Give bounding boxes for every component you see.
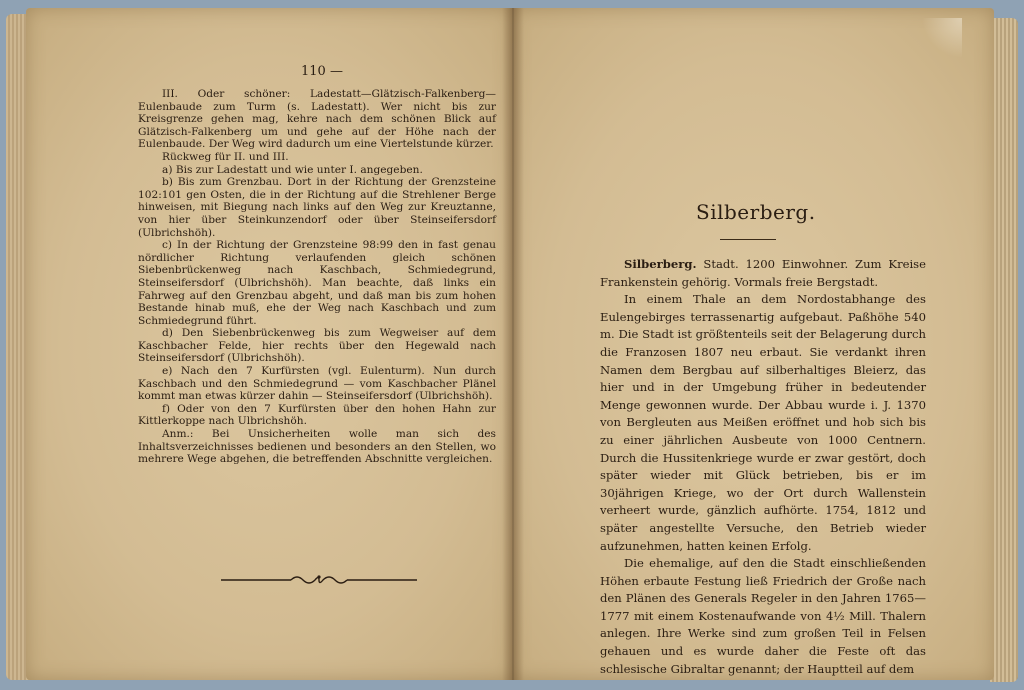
return-route-c: c) In der Richtung der Grenzsteine 98:99 den in fast genau nördlicher Richtung verlaufenden gleich schönen Siebenbrückenweg nach Kaschbach, Schmiedegrund, Steinseifersdorf (Ulbrichshöh). Man beachte, daß links ein Fahrweg auf den Grenzbau abgeht, und daß man bis zum hohen Bestande hinab muß, ehe der Weg nach Kaschbach und zum Schmiedegrund führt. <box>138 239 496 327</box>
return-route-a: a) Bis zur Ladestatt und wie unter I. angegeben. <box>162 163 423 176</box>
route-iii-paragraph: III. Oder schöner: Ladestatt—Glätzisch-Falkenberg—Eulenbaude zum Turm (s. Ladestatt). Wer nicht bis zur Kreisgrenze gehen mag, kehre nach dem schönen Blick auf Glätzisch-Falkenberg um und gehe auf der Höhe nach der Eulenbaude. Der Weg wird dadurch um eine Viertelstunde kürzer. <box>138 88 496 151</box>
return-route-d: d) Den Siebenbrückenweg bis zum Wegweiser auf dem Kaschbacher Felde, hier rechts über den Hegewald nach Steinseifersdorf (Ulbrichshöh). <box>138 327 496 365</box>
lead-bold: Silberberg. <box>624 257 697 271</box>
chapter-title: Silberberg. <box>696 200 816 224</box>
left-page-text <box>138 88 496 466</box>
page-corner <box>922 18 962 58</box>
title-underline <box>720 239 776 240</box>
note-paragraph: Anm.: Bei Unsicherheiten wolle man sich des Inhaltsverzeichnisses bedienen und besonders an den Stellen, wo mehrere Wege abgehen, die betreffenden Abschnitte vergleichen. <box>138 428 496 466</box>
fortress-paragraph: Die ehemalige, auf den die Stadt einschließenden Höhen erbaute Festung ließ Friedrich der Große nach den Plänen des Generals Regeler in den Jahren 1765—1777 mit einem Kostenaufwande von 4½ Mill. Thalern anlegen. Ihre Werke sind zum großen Teil in Felsen gehauen und es wurde daher die Feste oft das schlesische Gibraltar genannt; der Hauptteil auf dem <box>600 556 926 676</box>
lead-rest: Stadt. 1200 Einwohner. Zum Kreise Frankenstein gehörig. Vormals freie Bergstadt. <box>600 257 926 289</box>
decorative-ornament <box>221 573 417 587</box>
return-route-b: b) Bis zum Grenzbau. Dort in der Richtung der Grenzsteine 102:101 gen Osten, die in der Richtung auf die Strehlener Berge hinweisen, mit Biegung nach links auf den Weg zur Kreuztanne, von hier über Steinkunzendorf oder über Steinseifersdorf (Ulbrichshöh). <box>138 176 496 239</box>
return-route-e: e) Nach den 7 Kurfürsten (vgl. Eulenturm). Nun durch Kaschbach und den Schmiedegrund — vom Kaschbacher Plänel kommt man etwas kürzer dahin — Steinseifersdorf (Ulbrichshöh). <box>138 365 496 403</box>
return-route-heading: Rückweg für II. und III. <box>162 150 289 163</box>
return-route-f: f) Oder von den 7 Kurfürsten über den hohen Hahn zur Kittlerkoppe nach Ulbrichshöh. <box>138 402 496 428</box>
lead-paragraph <box>600 256 926 291</box>
book-gutter <box>502 8 524 680</box>
left-page <box>26 8 512 680</box>
history-paragraph: In einem Thale an dem Nordostabhange des Eulengebirges terrassenartig aufgebaut. Paßhöhe 540 m. Die Stadt ist größtenteils seit der Belagerung durch die Franzosen 1807 neu erbaut. Sie verdankt ihren Namen dem Bergbau auf silberhaltiges Bleierz, das hier und in der Umgebung früher in bedeutender Menge gewonnen wurde. Der Abbau wurde i. J. 1370 von Bergleuten aus Meißen eröffnet und hob sich bis zu einer jährlichen Ausbeute von 1000 Centnern. Durch die Hussitenkriege wurde er zwar gestört, doch später wieder mit Glück betrieben, bis er im 30jährigen Kriege, wo der Ort durch Wallenstein verheert wurde, gänzlich aufhörte. 1754, 1812 und später angestellte Versuche, den Betrieb wieder aufzunehmen, hatten keinen Erfolg. <box>600 292 926 553</box>
right-page-edges <box>990 18 1018 682</box>
right-page-text <box>600 256 926 678</box>
page-number: 110 — <box>301 64 343 79</box>
